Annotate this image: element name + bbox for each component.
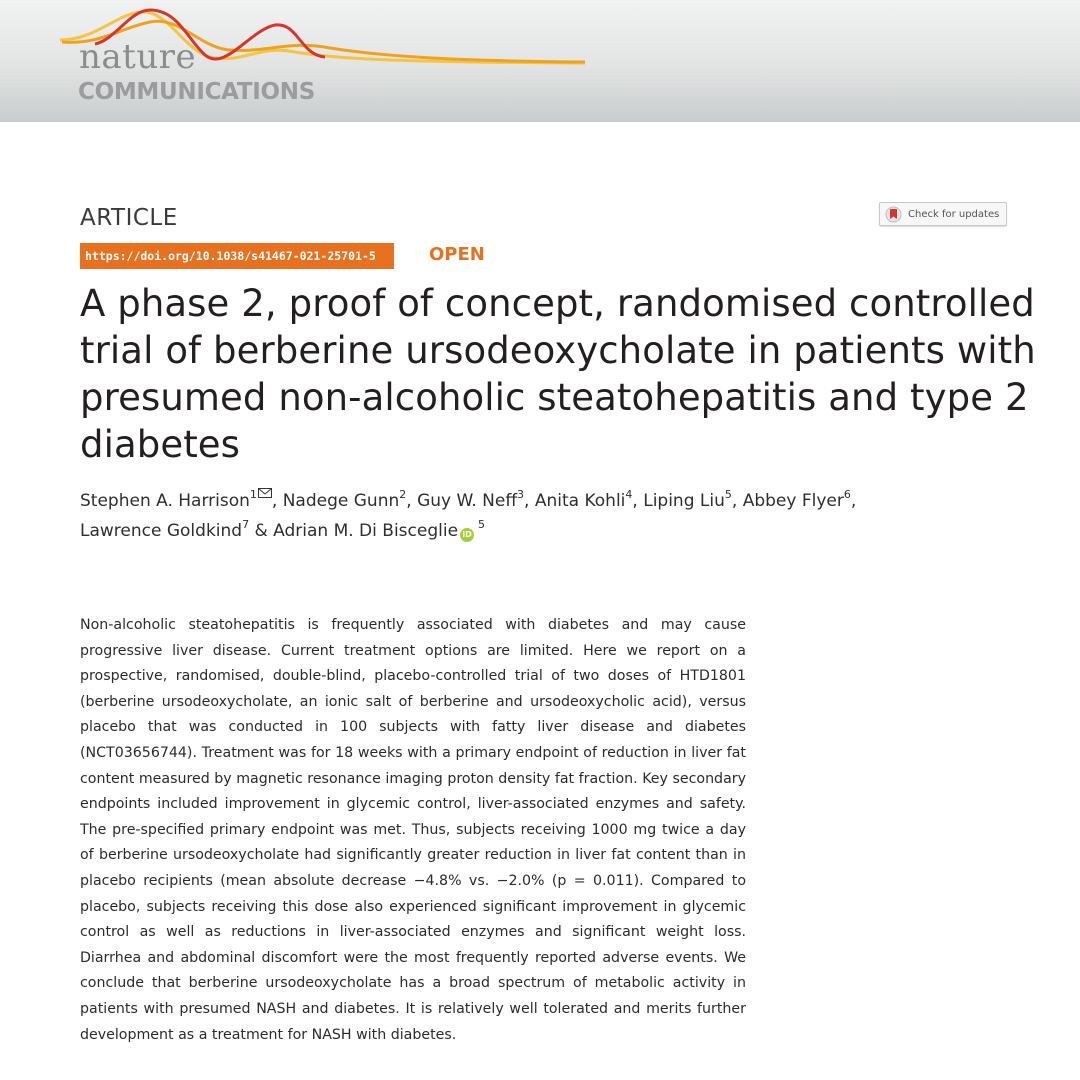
author-separator: , xyxy=(524,491,535,511)
author-separator: , xyxy=(632,491,644,511)
affiliation-number: 5 xyxy=(478,518,486,532)
author-separator: , xyxy=(271,491,283,511)
affiliation-number: 4 xyxy=(625,488,633,502)
author-separator: , xyxy=(850,491,857,511)
affiliation-number: 6 xyxy=(843,488,851,502)
doi-link[interactable]: https://doi.org/10.1038/s41467-021-25701-5 xyxy=(80,243,394,269)
author-name[interactable]: Abbey Flyer xyxy=(742,491,844,511)
journal-banner xyxy=(0,0,1080,122)
author-name[interactable]: Liping Liu xyxy=(643,491,725,511)
affiliation-number: 3 xyxy=(517,488,525,502)
author-list xyxy=(80,486,1040,546)
author-name[interactable]: Adrian M. Di Bisceglie xyxy=(273,521,459,541)
article-title: A phase 2, proof of concept, randomised controlled trial of berberine ursodeoxycholate in patients with presumed non-alcoholic steatohepatitis and type 2 diabetes xyxy=(80,282,1036,466)
author-name[interactable]: Guy W. Neff xyxy=(417,491,518,511)
bookmark-update-icon xyxy=(885,206,902,223)
abstract: Non-alcoholic steatohepatitis is frequently associated with diabetes and may cause progressive liver disease. Current treatment options are limited. Here we report on a prospective, randomised, double-blind, placebo-controlled trial of two doses of HTD1801 (berberine ursodeoxycholate, an ionic salt of berberine and ursodeoxycholic acid), versus placebo that was conducted in 100 subjects with fatty liver disease and diabetes (NCT03656744). Treatment was for 18 weeks with a primary endpoint of reduction in liver fat content measured by magnetic resonance imaging proton density fat fraction. Key secondary endpoints included improvement in glycemic control, liver-associated enzymes and safety. The pre-specified primary endpoint was met. Thus, subjects receiving 1000 mg twice a day of berberine ursodeoxycholate had significantly greater reduction in liver fat content than in placebo recipients (mean absolute decrease −4.8% vs. −2.0% (p = 0.011). Compared to placebo, subjects receiving this dose also experienced significant improvement in glycemic control as well as reductions in liver-associated enzymes and significant weight loss. Diarrhea and abdominal discomfort were the most frequently reported adverse events. We conclude that berberine ursodeoxycholate has a broad spectrum of metabolic activity in patients with presumed NASH and diabetes. It is relatively well tolerated and merits further development as a treatment for NASH with diabetes. xyxy=(80,617,746,1043)
article-type: ARTICLE xyxy=(80,205,178,231)
author-separator: & xyxy=(249,521,274,541)
author-separator: , xyxy=(406,491,418,511)
author-name[interactable]: Nadege Gunn xyxy=(282,491,400,511)
author-name[interactable]: Stephen A. Harrison xyxy=(80,491,250,511)
journal-name-nature: nature xyxy=(79,37,197,77)
envelope-icon[interactable] xyxy=(258,488,272,498)
affiliation-number: 2 xyxy=(399,488,407,502)
author-separator: , xyxy=(731,491,743,511)
orcid-icon[interactable]: iD xyxy=(460,528,474,542)
check-for-updates-label: Check for updates xyxy=(908,208,1000,220)
affiliation-number: 7 xyxy=(242,518,250,532)
open-access-badge: OPEN xyxy=(429,244,485,265)
author-name[interactable]: Lawrence Goldkind xyxy=(80,521,243,541)
affiliation-number: 5 xyxy=(724,488,732,502)
check-for-updates-button[interactable] xyxy=(879,202,1007,226)
affiliation-number: 1 xyxy=(249,488,257,502)
author-name[interactable]: Anita Kohli xyxy=(534,491,626,511)
journal-name-communications: COMMUNICATIONS xyxy=(78,79,315,105)
